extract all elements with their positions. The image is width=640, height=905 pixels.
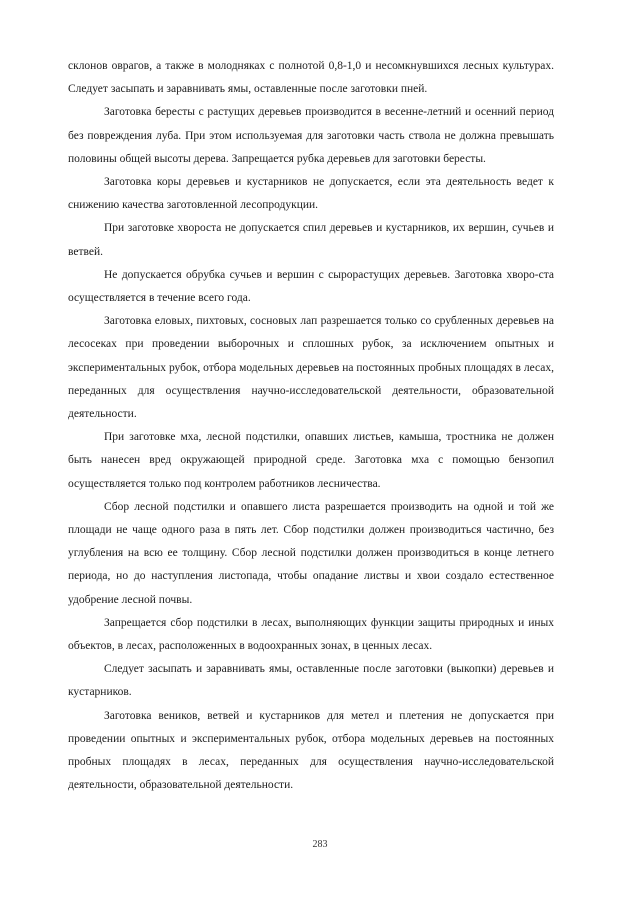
paragraph-branches: Не допускается обрубка сучьев и вершин с сырорастущих деревьев. Заготовка хворо-ста осуществляется в течение всего года. <box>68 268 554 305</box>
paragraph-litter-prohibition: Запрещается сбор подстилки в лесах, выполняющих функции защиты природных и иных объектов, в лесах, расположенных в водоохранных зонах, в ценных лесах. <box>68 616 554 653</box>
paragraph-brushwood: При заготовке хвороста не допускается спил деревьев и кустарников, их вершин, сучьев и ветвей. <box>68 222 554 258</box>
paragraph-forest-litter: Сбор лесной подстилки и опавшего листа разрешается производить на одной и той же площади не чаще одного раза в пять лет. Сбор подстилки должен производиться частично, без углубления на всю ее толщину. Сбор лесной подстилки должен производиться в конце летнего периода, но до наступления листопада, чтобы опадание листвы и хвои создало естественное удобрение лесной почвы. <box>68 500 554 606</box>
paragraph-birch-bark: Заготовка бересты с растущих деревьев производится в весенне-летний и осенний период без повреждения луба. При этом используемая для заготовки часть ствола не должна превышать половины общей высоты дерева. Запрещается рубка деревьев для заготовки бересты. <box>68 106 554 165</box>
paragraph-conifer-branches: Заготовка еловых, пихтовых, сосновых лап разрешается только со срубленных деревьев на лесосеках при проведении выборочных и сплошных рубок, за исключением опытных и экспериментальных рубок, отбора модельных деревьев на постоянных пробных площадях в лесах, переданных для осуществления научно-исследовательской деятельности, образовательной деятельности. <box>68 315 554 421</box>
page-body <box>68 55 554 798</box>
paragraph-continuation: склонов оврагов, а также в молодняках с полнотой 0,8-1,0 и несомкнувшихся лесных культурах. Следует засыпать и заравнивать ямы, оставленные после заготовки пней. <box>68 60 554 96</box>
paragraph-brooms: Заготовка веников, ветвей и кустарников для метел и плетения не допускается при проведении опытных и экспериментальных рубок, отбора модельных деревьев на постоянных пробных площадях в лесах, переданных для осуществления научно-исследовательской деятельности, образовательной деятельности. <box>68 709 554 792</box>
paragraph-moss: При заготовке мха, лесной подстилки, опавших листьев, камыша, тростника не должен быть нанесен вред окружающей природной среде. Заготовка мха с помощью бензопил осуществляется только под контролем работников лесничества. <box>68 431 554 490</box>
paragraph-bark: Заготовка коры деревьев и кустарников не допускается, если эта деятельность ведет к снижению качества заготовленной лесопродукции. <box>68 176 554 212</box>
page-number: 283 <box>312 839 328 850</box>
paragraph-pits: Следует засыпать и заравнивать ямы, оставленные после заготовки (выкопки) деревьев и кустарников. <box>68 663 554 699</box>
